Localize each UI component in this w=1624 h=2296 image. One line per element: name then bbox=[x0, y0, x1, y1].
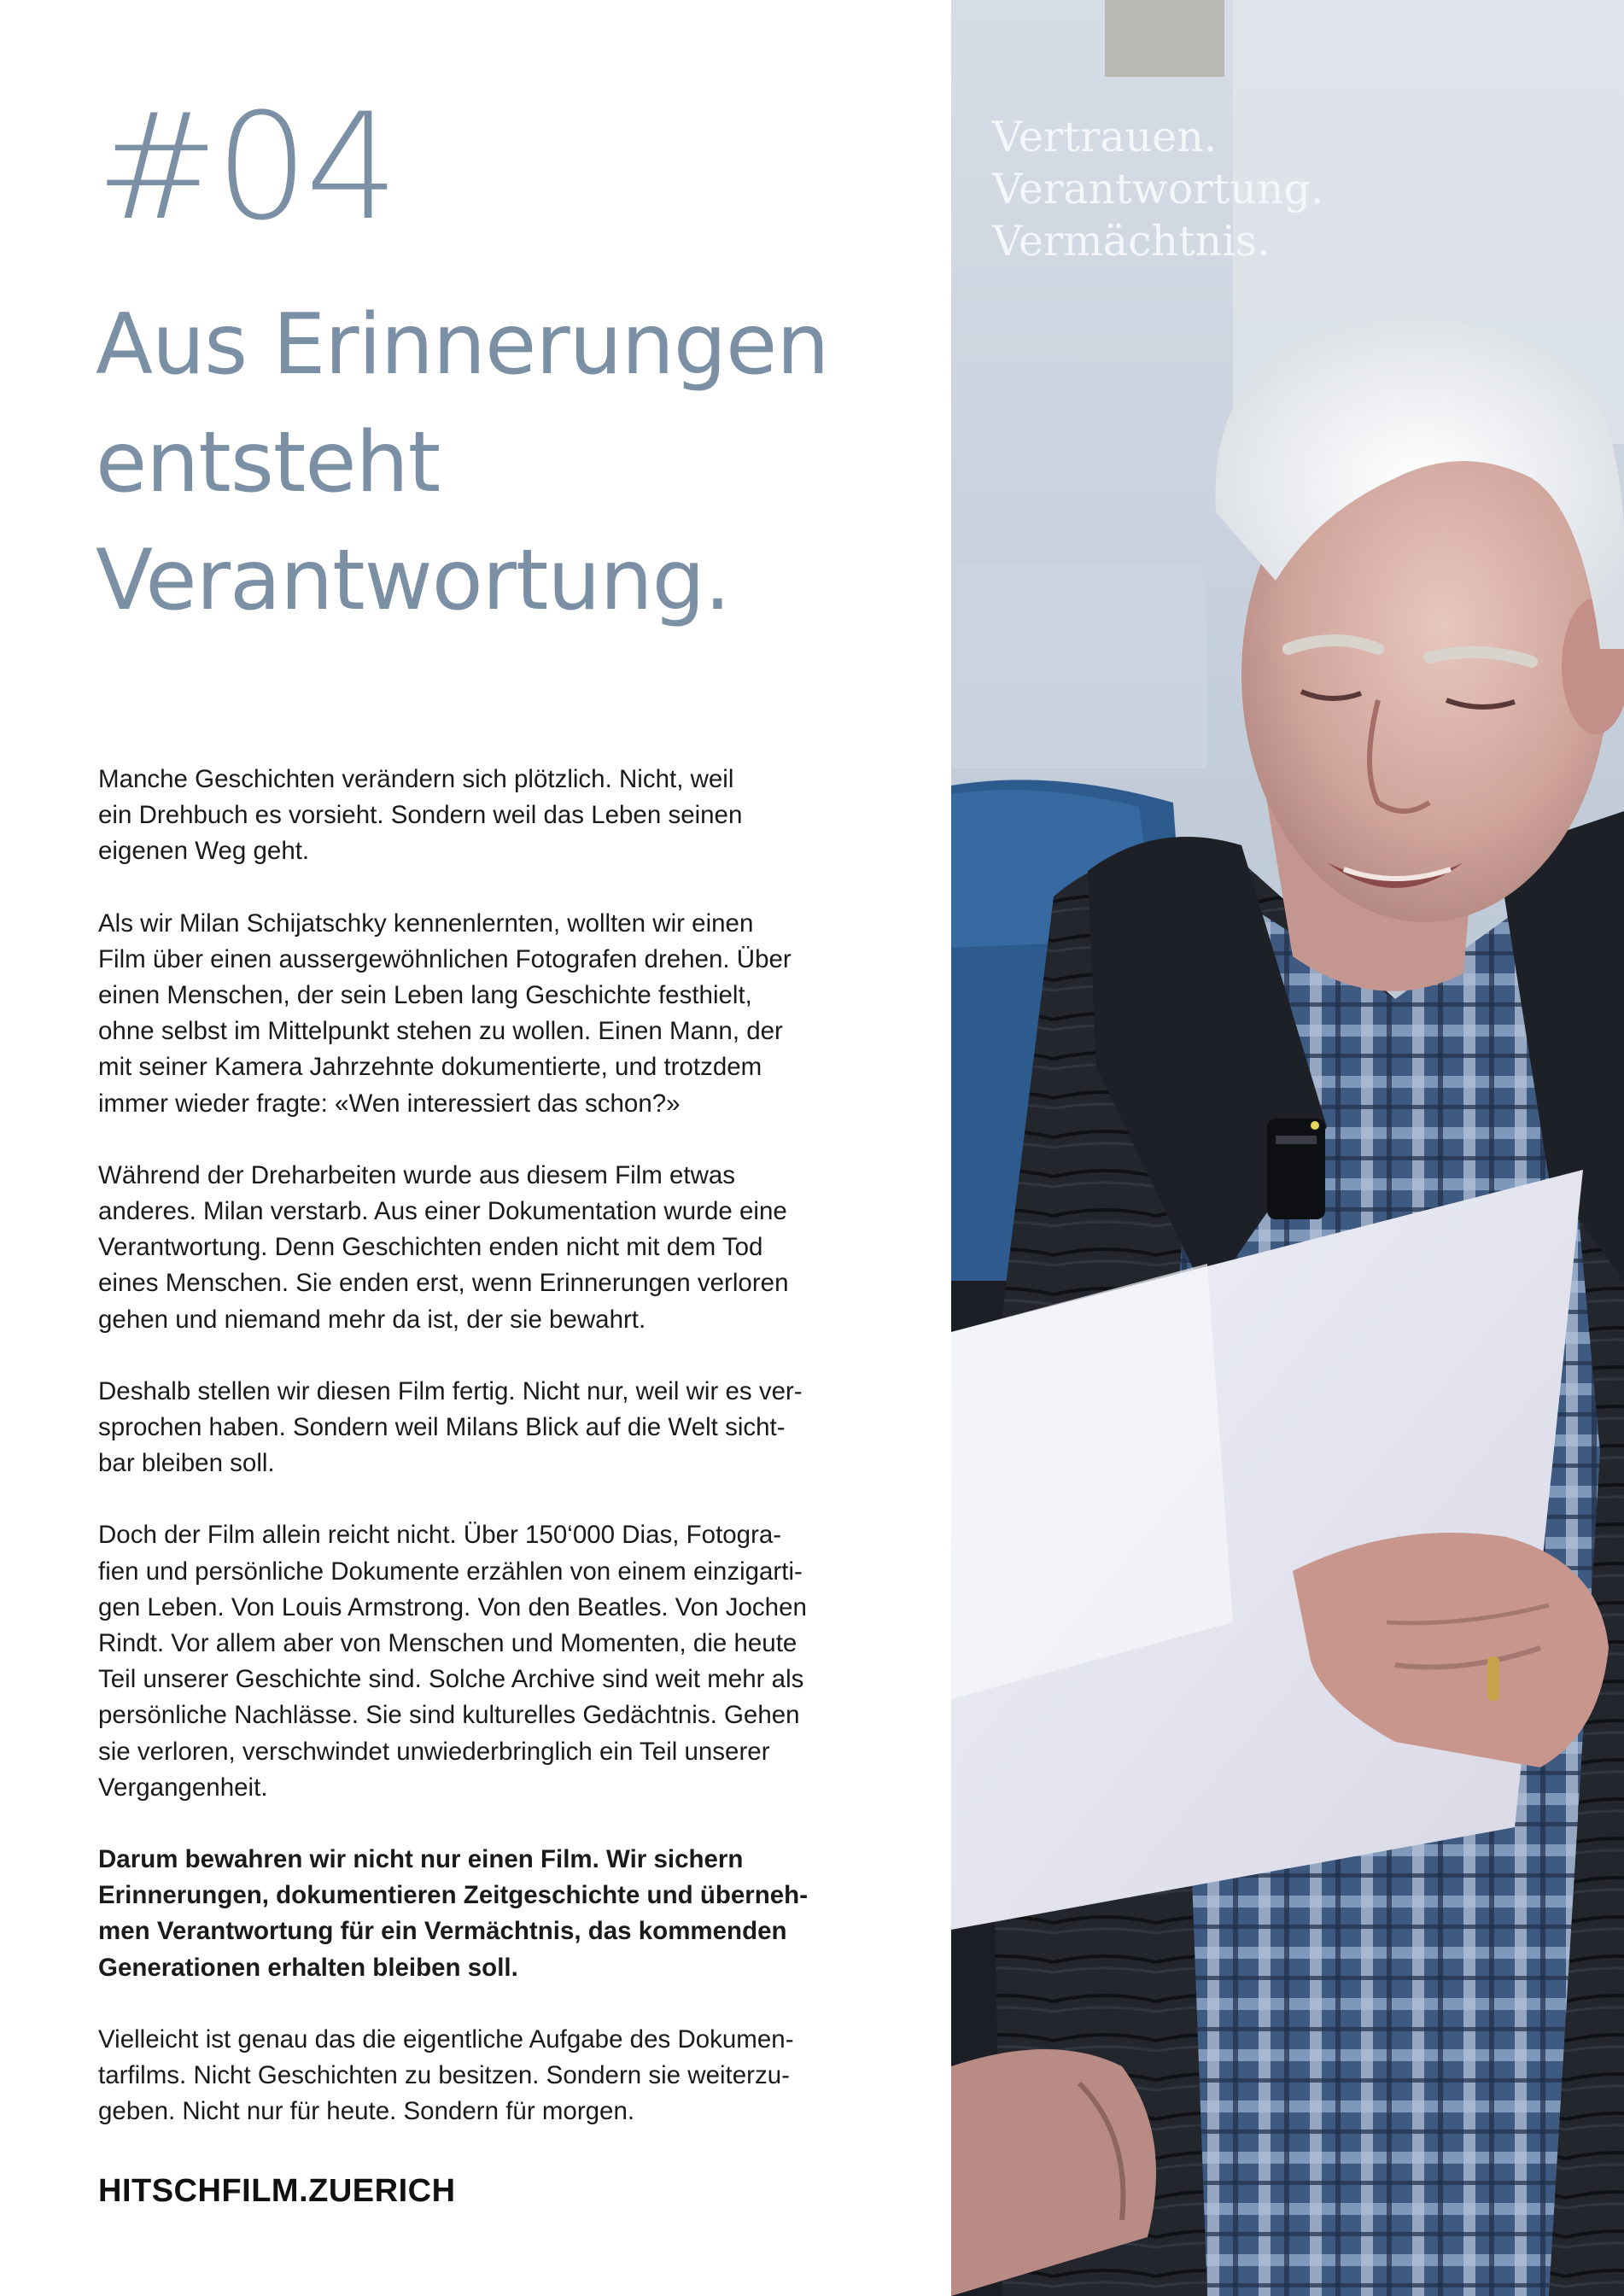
tagline-line: Vermächtnis. bbox=[992, 217, 1271, 266]
paragraph-3 bbox=[98, 1158, 897, 1338]
body-text bbox=[98, 762, 897, 2166]
text-line: Generationen erhalten bleiben soll. bbox=[98, 1953, 518, 1982]
text-line: persönliche Nachlässe. Sie sind kulturelles Gedächtnis. Gehen bbox=[98, 1701, 800, 1730]
paragraph-7 bbox=[98, 2022, 897, 2130]
text-line: Als wir Milan Schijatschky kennenlernten, wollten wir einen bbox=[98, 908, 754, 938]
text-line: gehen und niemand mehr da ist, der sie bewahrt. bbox=[98, 1305, 646, 1334]
headline bbox=[96, 286, 941, 640]
headline-line: Verantwortung. bbox=[96, 532, 731, 629]
paragraph-1 bbox=[98, 762, 897, 870]
text-line: men Verantwortung für ein Vermächtnis, das kommenden bbox=[98, 1917, 787, 1946]
text-line: Teil unserer Geschichte sind. Solche Archive sind weit mehr als bbox=[98, 1665, 804, 1694]
text-line: Manche Geschichten verändern sich plötzlich. Nicht, weil bbox=[98, 765, 734, 793]
text-line: ohne selbst im Mittelpunkt stehen zu wollen. Einen Mann, der bbox=[98, 1017, 783, 1046]
tagline bbox=[992, 111, 1323, 267]
tagline-line: Vertrauen. bbox=[992, 113, 1218, 161]
text-line: eigenen Weg geht. bbox=[98, 837, 310, 866]
text-line: sie verloren, verschwindet unwiederbringlich ein Teil unserer bbox=[98, 1737, 770, 1766]
text-line: Vielleicht ist genau das die eigentliche Aufgabe des Dokumen- bbox=[98, 2024, 794, 2054]
portrait-photo bbox=[951, 0, 1624, 2296]
text-line: immer wieder fragte: «Wen interessiert das schon?» bbox=[98, 1089, 681, 1118]
text-line: mit seiner Kamera Jahrzehnte dokumentierte, und trotzdem bbox=[98, 1053, 762, 1082]
text-line: eines Menschen. Sie enden erst, wenn Erinnerungen verloren bbox=[98, 1269, 789, 1298]
text-line: Rindt. Vor allem aber von Menschen und Momenten, die heute bbox=[98, 1629, 797, 1658]
text-line: sprochen haben. Sondern weil Milans Blick auf die Welt sicht- bbox=[98, 1413, 786, 1442]
text-line: geben. Nicht nur für heute. Sondern für morgen. bbox=[98, 2097, 635, 2126]
portrait-photo-panel bbox=[951, 0, 1624, 2296]
text-line: tarfilms. Nicht Geschichten zu besitzen. Sondern sie weiterzu- bbox=[98, 2061, 790, 2090]
text-line: einen Menschen, der sein Leben lang Geschichte festhielt, bbox=[98, 981, 752, 1010]
brand-name: HITSCHFILM.ZUERICH bbox=[98, 2173, 456, 2209]
tagline-line: Verantwortung. bbox=[992, 165, 1324, 213]
paragraph-6-bold bbox=[98, 1842, 897, 1986]
paragraph-4 bbox=[98, 1374, 897, 1482]
text-line: bar bleiben soll. bbox=[98, 1449, 275, 1478]
text-line: anderes. Milan verstarb. Aus einer Dokumentation wurde eine bbox=[98, 1197, 787, 1226]
text-line: Deshalb stellen wir diesen Film fertig. Nicht nur, weil wir es ver- bbox=[98, 1376, 803, 1405]
text-line: fien und persönliche Dokumente erzählen von einem einzigarti- bbox=[98, 1557, 803, 1586]
paragraph-2 bbox=[98, 906, 897, 1122]
text-line: Während der Dreharbeiten wurde aus diesem Film etwas bbox=[98, 1160, 736, 1189]
text-line: gen Leben. Von Louis Armstrong. Von den Beatles. Von Jochen bbox=[98, 1592, 807, 1621]
text-line: Doch der Film allein reicht nicht. Über 150‘000 Dias, Fotogra- bbox=[98, 1521, 782, 1550]
text-line: ein Drehbuch es vorsieht. Sondern weil das Leben seinen bbox=[98, 801, 743, 830]
text-line: Vergangenheit. bbox=[98, 1773, 268, 1802]
text-line: Film über einen aussergewöhnlichen Fotografen drehen. Über bbox=[98, 944, 792, 973]
text-line: Erinnerungen, dokumentieren Zeitgeschichte und überneh- bbox=[98, 1881, 809, 1910]
issue-number: #04 bbox=[96, 81, 395, 253]
headline-line: entsteht bbox=[96, 414, 441, 511]
paragraph-5 bbox=[98, 1517, 897, 1806]
text-line: Darum bewahren wir nicht nur einen Film. Wir sichern bbox=[98, 1845, 744, 1874]
text-line: Verantwortung. Denn Geschichten enden nicht mit dem Tod bbox=[98, 1233, 763, 1262]
headline-line: Aus Erinnerungen bbox=[96, 296, 829, 394]
